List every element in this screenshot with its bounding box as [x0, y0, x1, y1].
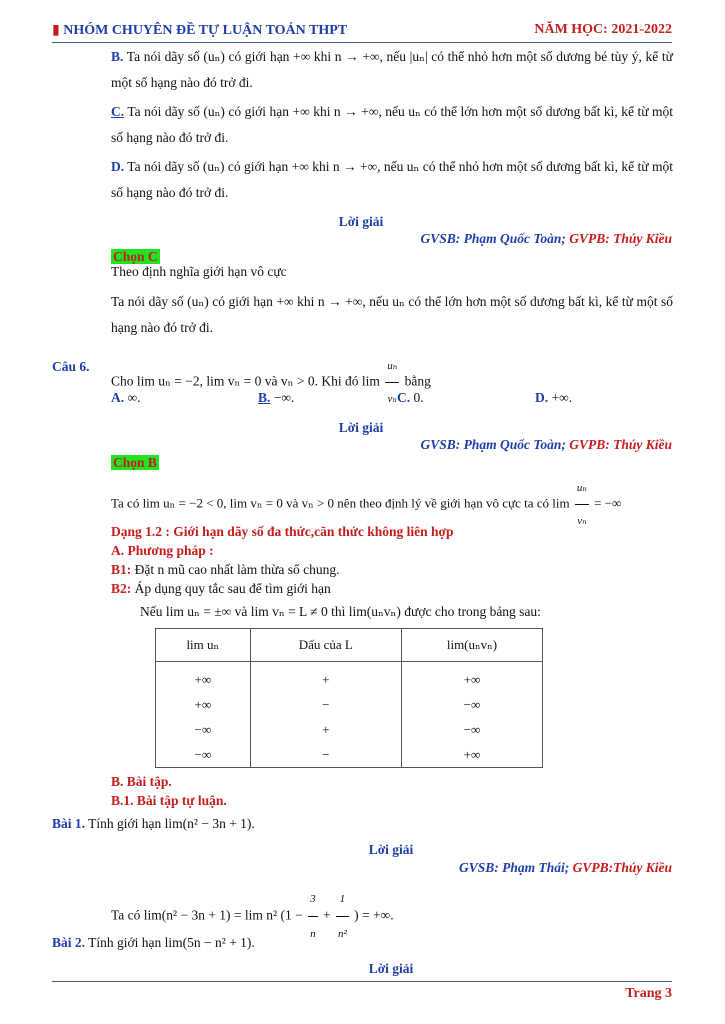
q5-option-c: [111, 99, 673, 151]
q6-option-a: [111, 390, 141, 406]
q6-reviewers: [420, 437, 672, 453]
bai-1-f1-den: n: [310, 928, 316, 940]
footer-divider: [52, 981, 672, 982]
section-step-2: [111, 580, 331, 598]
table-cell: −: [250, 692, 401, 717]
q6-option-b-value: −∞.: [273, 390, 295, 405]
q5-solution-title: Lời giải: [338, 214, 384, 229]
q6-label: Câu 6.: [52, 359, 90, 374]
bai-1-solution-text: Ta có lim(n² − 3n + 1) = lim n² (1 −: [111, 907, 303, 923]
table-cell: −∞: [156, 717, 251, 742]
limit-table: [155, 628, 543, 768]
q6-option-b: [258, 390, 294, 406]
table-cell: −∞: [401, 692, 542, 717]
q5-explain-2: Ta nói dãy số (uₙ) có giới hạn +∞ khi n → +∞, nếu uₙ có thể lớn hơn một số dương bất kì, kể từ một số hạng nào đó trở đi.: [111, 294, 673, 335]
bai-1-gvsb: GVSB: Phạm Thái;: [458, 860, 570, 875]
q5-option-b-text: Ta nói dãy số (uₙ) có giới hạn +∞ khi n → +∞, nếu |uₙ| có thể nhỏ hơn một số dương bé tùy ý, kể từ một số hạng nào đó trở đi.: [111, 49, 673, 90]
q6-answer: [111, 454, 159, 472]
q6-option-a-label: A.: [111, 390, 125, 405]
q6-explain-frac-num: uₙ: [575, 472, 589, 505]
q6-stem-text: Cho lim uₙ = −2, lim vₙ = 0 và vₙ > 0. Khi đó lim: [111, 373, 380, 389]
q6-option-d: [535, 390, 572, 406]
table-cell: −∞: [401, 717, 542, 742]
table-cell: −: [250, 742, 401, 768]
q6-frac-den: vₙ: [387, 393, 397, 405]
step-1-text: Đặt n mũ cao nhất làm thừa số chung.: [134, 562, 340, 577]
q5-option-b-label: B.: [111, 49, 124, 64]
header-brand-text: NHÓM CHUYÊN ĐỀ TỰ LUẬN TOÁN THPT: [63, 23, 348, 38]
bai-1-fraction-1: [308, 882, 318, 951]
bai-1-plus: +: [322, 907, 331, 923]
q6-gvpb: GVPB: Thúy Kiều: [569, 437, 672, 452]
q6-frac-num: uₙ: [385, 350, 399, 383]
q6-option-a-value: ∞.: [127, 390, 141, 405]
step-2-text: Áp dụng quy tắc sau để tìm giới hạn: [134, 581, 331, 596]
q5-gvsb: GVSB: Phạm Quốc Toàn;: [420, 231, 566, 246]
bai-1-f2-den: n²: [337, 928, 347, 940]
bai-2-label: Bài 2.: [52, 935, 86, 950]
q5-option-c-label: C.: [111, 104, 125, 119]
q6-option-d-value: +∞.: [551, 390, 573, 405]
q6-option-d-label: D.: [535, 390, 549, 405]
q5-option-b: [111, 44, 673, 96]
q6-option-c: [397, 390, 424, 406]
bai-2: [52, 934, 255, 952]
table-row: [156, 742, 543, 768]
bai-1-reviewers: [459, 860, 672, 876]
bai-1-fraction-2: [336, 882, 349, 951]
step-1-label: B1:: [111, 562, 132, 577]
table-header-cell: lim(uₙvₙ): [401, 629, 542, 662]
q5-option-d-label: D.: [111, 159, 125, 174]
bai-1-f2-num: 1: [336, 882, 349, 917]
q5-option-d-text: Ta nói dãy số (uₙ) có giới hạn +∞ khi n → +∞, nếu uₙ có thể nhỏ hơn một số dương bất kì, kể từ một số hạng nào đó trở đi.: [111, 159, 673, 200]
q6-gvsb: GVSB: Phạm Quốc Toàn;: [420, 437, 566, 452]
table-row: [156, 717, 543, 742]
step-2-label: B2:: [111, 581, 132, 596]
q5-gvpb: GVPB: Thúy Kiều: [569, 231, 672, 246]
q6-option-b-label: B.: [258, 390, 271, 405]
exercises-subtitle: B.1. Bài tập tự luận.: [111, 793, 227, 808]
q6-explain-frac-den: vₙ: [577, 515, 587, 527]
table-row: [156, 662, 543, 693]
bai-2-solution-title: Lời giải: [368, 961, 414, 976]
bai-1-solution-title: Lời giải: [368, 842, 414, 857]
bai-1-gvpb: GVPB:Thúy Kiều: [572, 860, 672, 875]
q6-chon-badge: Chọn B: [113, 455, 157, 470]
q6-explain-text: Ta có lim uₙ = −2 < 0, lim vₙ = 0 và vₙ > 0 nên theo định lý về giới hạn vô cực ta có lim: [111, 495, 570, 511]
header-year-text: NĂM HỌC: 2021-2022: [534, 22, 672, 37]
table-row: [156, 692, 543, 717]
bai-2-text: Tính giới hạn lim(5n − n² + 1).: [88, 935, 255, 950]
table-cell: −∞: [156, 742, 251, 768]
header-year: [534, 22, 672, 38]
page-number: Trang 3: [625, 986, 672, 1001]
book-icon: ▮: [52, 23, 60, 38]
table-header-row: [156, 629, 543, 662]
q6-option-c-label: C.: [397, 390, 411, 405]
table-cell: +∞: [401, 662, 542, 693]
q5-reviewers: [420, 231, 672, 247]
table-header-cell: Dấu của L: [250, 629, 401, 662]
page-header: [52, 20, 672, 43]
section-title: Dạng 1.2 : Giới hạn dãy số đa thức,căn thức không liên hợp: [111, 524, 454, 539]
q5-option-c-text: Ta nói dãy số (uₙ) có giới hạn +∞ khi n → +∞, nếu uₙ có thể lớn hơn một số dương bất kì, kể từ một số hạng nào đó trở đi.: [111, 104, 673, 145]
exercises-title: B. Bài tập.: [111, 774, 172, 789]
q5-option-d: [111, 154, 673, 206]
bai-1-label: Bài 1.: [52, 816, 86, 831]
q5-chon-badge: Chọn C: [113, 249, 158, 264]
header-brand: [52, 22, 347, 39]
q6-explain-tail: = −∞: [594, 495, 622, 511]
bai-1-f1-num: 3: [308, 882, 318, 917]
table-cell: +∞: [401, 742, 542, 768]
table-cell: +∞: [156, 692, 251, 717]
table-cell: +∞: [156, 662, 251, 693]
q6-explain-fraction: [575, 472, 589, 537]
bai-1: [52, 815, 255, 833]
q6-solution-title: Lời giải: [338, 420, 384, 435]
section-method: A. Phương pháp :: [111, 543, 214, 558]
q5-explain-1: Theo định nghĩa giới hạn vô cực: [111, 264, 287, 279]
table-cell: +: [250, 662, 401, 693]
q6-option-c-value: 0.: [413, 390, 424, 405]
table-header-cell: lim uₙ: [156, 629, 251, 662]
bai-1-text: Tính giới hạn lim(n² − 3n + 1).: [88, 816, 255, 831]
section-rule: Nếu lim uₙ = ±∞ và lim vₙ = L ≠ 0 thì lim(uₙvₙ) được cho trong bảng sau:: [140, 604, 541, 619]
table-cell: +: [250, 717, 401, 742]
q6-stem-tail: bằng: [404, 373, 431, 389]
section-step-1: [111, 561, 340, 579]
bai-1-solution-tail: ) = +∞.: [354, 907, 394, 923]
